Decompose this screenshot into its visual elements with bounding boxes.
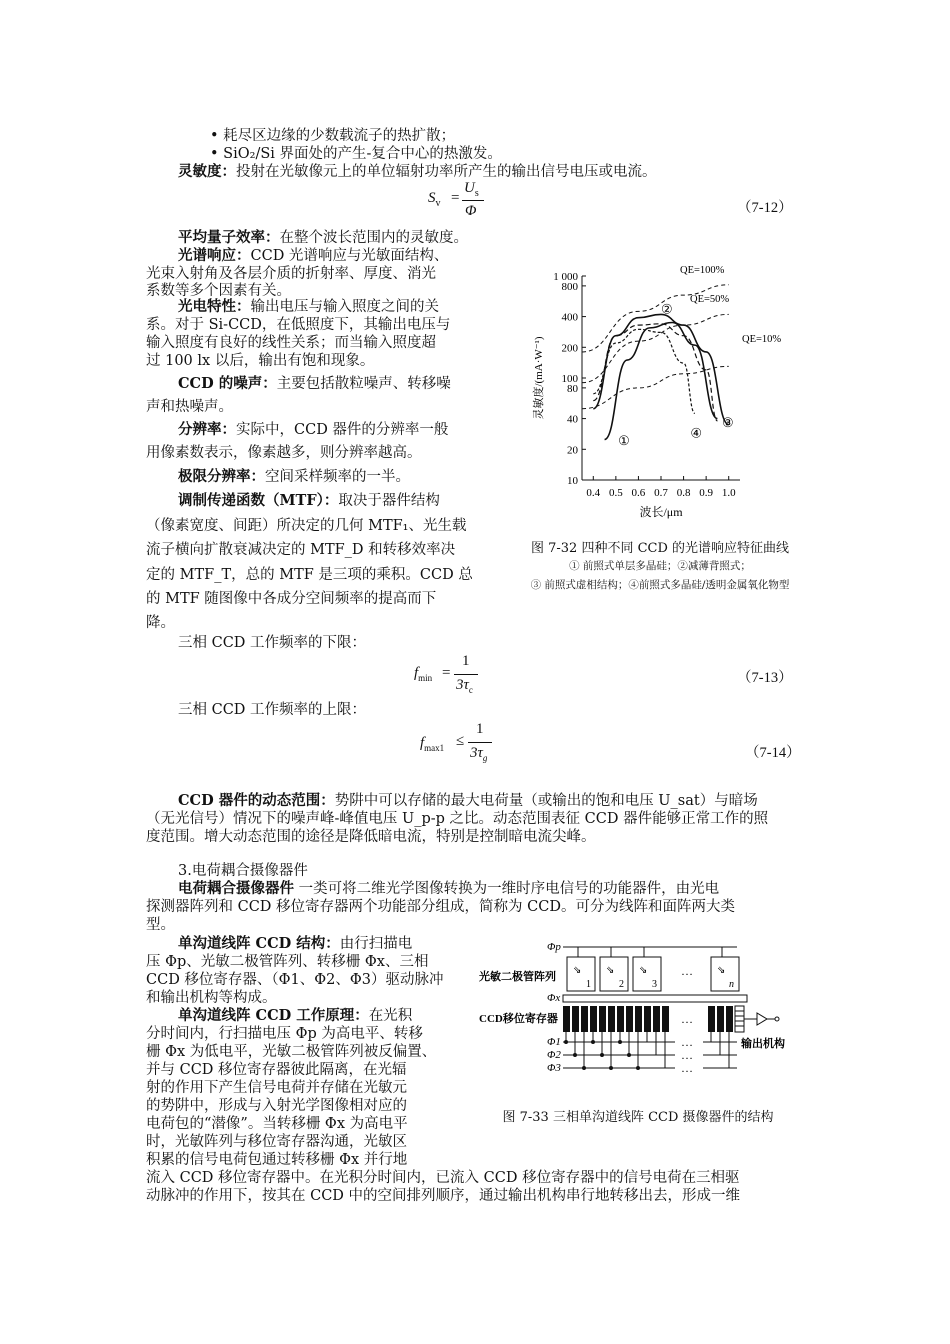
principle-line-11: 动脉冲的作用下，按其在 CCD 中的空间排列顺序，通过输出机构串行地转移出去，形成一维 — [146, 1188, 741, 1204]
bullet-1: • 耗尽区边缘的少数载流子的热扩散； — [210, 128, 456, 144]
eq-7-14-den: $3\tau_g$ — [470, 745, 488, 763]
dynamic-line-1: CCD 器件的动态范围：势阱中可以存储的最大电荷量（或输出的饱和电压 U_sat）与暗场 — [178, 792, 758, 809]
figure-7-33-caption: 图 7-33 三相单沟道线阵 CCD 摄像器件的结构 — [502, 1110, 774, 1125]
principle-line-9: 积累的信号电荷包通过转移栅 Φx 并行地 — [146, 1152, 408, 1168]
svg-text:⇘: ⇘ — [639, 965, 648, 976]
y-tick-label: 200 — [561, 342, 578, 355]
eq-7-12-num: $U_s$ — [464, 180, 479, 199]
principle-line-4: 并与 CCD 移位寄存器彼此隔离，在光辐 — [146, 1062, 407, 1078]
y-tick-label: 800 — [561, 280, 578, 293]
linear-struct-line-1: 单沟道线阵 CCD 结构：由行扫描电 — [178, 935, 413, 952]
series-line-6 — [593, 324, 717, 421]
principle-line-3: 栅 Φx 为低电平，光敏二极管阵列被反偏置、 — [146, 1044, 437, 1060]
section-3-heading: 3.电荷耦合摄像器件 — [178, 863, 308, 879]
x-axis-label: 波长/μm — [639, 505, 683, 519]
curve-label-1: ① — [618, 433, 630, 449]
eq-7-14-num: 1 — [476, 721, 484, 737]
transfer-gate — [563, 995, 747, 1002]
avg-qe-para: 平均量子效率：在整个波长范围内的灵敏度。 — [178, 229, 468, 246]
y-tick-label: 1 000 — [553, 271, 578, 283]
phi-3-label: Φ3 — [547, 1062, 561, 1074]
x-tick-label: 0.6 — [631, 487, 646, 499]
eq-7-12-number: （7-12） — [737, 200, 793, 216]
eq-7-14-bar — [468, 742, 492, 743]
curve-label-2: ② — [661, 301, 673, 317]
output-terminal — [775, 1017, 779, 1021]
svg-text:⇘: ⇘ — [573, 965, 582, 976]
ellipsis-phi1: … — [681, 1035, 693, 1049]
diode-array-label: 光敏二极管阵列 — [479, 971, 556, 983]
figure-7-33-diagram — [475, 935, 805, 1085]
y-tick-label: 400 — [561, 311, 578, 324]
phi-x-label: Φx — [547, 992, 561, 1004]
mtf-line-2: （像素宽度、间距）所决定的几何 MTF₁、光生载 — [146, 518, 467, 534]
eq-7-12-lhs: $S_v$ — [428, 190, 441, 209]
eq-7-12-bar — [462, 200, 484, 201]
ccd-register-label: CCD移位寄存器 — [479, 1013, 558, 1025]
x-tick-label: 0.9 — [699, 487, 714, 499]
principle-line-1: 单沟道线阵 CCD 工作原理：在光积 — [178, 1007, 413, 1024]
mtf-line-5: 的 MTF 随图像中各成分空间频率的提高而下 — [146, 591, 437, 607]
phi-p-label: Φp — [547, 941, 561, 953]
qe-10-label: QE=10% — [742, 334, 782, 345]
principle-line-10: 流入 CCD 移位寄存器中。在光积分时间内，已流入 CCD 移位寄存器中的信号电荷在三相驱 — [146, 1170, 740, 1186]
y-tick-label: 40 — [567, 413, 578, 426]
figure-7-32-sub1: ① 前照式单层多晶硅；②减薄背照式； — [569, 560, 751, 572]
linear-struct-line-4: 和输出机构等构成。 — [146, 990, 277, 1006]
dynamic-line-3: 度范围。增大动态范围的途径是降低暗电流，特别是控制暗电流尖峰。 — [146, 829, 596, 845]
principle-line-5: 射的作用下产生信号电荷并存储在光敏元 — [146, 1080, 407, 1096]
eq-7-13-number: （7-13） — [737, 670, 793, 686]
eq-7-13-num: 1 — [462, 653, 470, 669]
ellipsis-mid: … — [681, 1012, 693, 1026]
svg-text:⇘: ⇘ — [717, 965, 726, 976]
spectral-line-3: 系数等多个因素有关。 — [146, 283, 291, 299]
lower-limit-heading: 三相 CCD 工作频率的下限： — [178, 635, 367, 651]
y-tick-label: 20 — [567, 444, 578, 457]
sensitivity-para: 灵敏度：投射在光敏像元上的单位辐射功率所产生的输出信号电压或电流。 — [178, 163, 657, 180]
resolution-line-1: 分辨率：实际中，CCD 器件的分辨率一般 — [178, 421, 449, 438]
figure-7-32-sub2: ③ 前照式虚相结构；④前照式多晶硅/透明金属氧化物型 — [530, 579, 790, 591]
clock-lines — [563, 1032, 737, 1068]
qe-50-label: QE=50% — [690, 294, 730, 305]
curve-label-3: ③ — [721, 415, 734, 431]
cell-number-2: 2 — [619, 979, 624, 990]
output-label: 输出机构 — [741, 1038, 785, 1050]
ccd-electrodes — [563, 1006, 744, 1032]
eq-7-13-den: $3\tau_c$ — [456, 677, 473, 695]
dynamic-line-2: （无光信号）情况下的噪声峰-峰值电压 U_p-p 之比。动态范围表征 CCD 器件能够正常工作的照 — [146, 811, 769, 827]
bullet-2: • SiO₂/Si 界面处的产生-复合中心的热激发。 — [210, 146, 502, 162]
eq-7-14-lhs: $f_{max1}$ — [420, 735, 445, 753]
noise-line-2: 声和热噪声。 — [146, 399, 233, 415]
photoelectric-line-2: 系。对于 Si-CCD，在低照度下，其输出电压与 — [146, 317, 451, 333]
linear-struct-line-3: CCD 移位寄存器、（Φ1、Φ2、Φ3）驱动脉冲 — [146, 972, 444, 988]
mtf-line-3: 流子横向扩散衰减决定的 MTF_D 和转移效率决 — [146, 542, 456, 558]
y-tick-label: 10 — [567, 475, 578, 487]
limit-res-para: 极限分辨率：空间采样频率的一半。 — [178, 468, 410, 485]
eq-7-13-bar — [454, 674, 478, 675]
eq-7-14-number: （7-14） — [745, 745, 801, 761]
y-tick-label: 80 — [567, 382, 578, 395]
phi-2-label: Φ2 — [547, 1049, 561, 1061]
photoelectric-line-4: 过 100 lx 以后，输出有饱和现象。 — [146, 353, 375, 369]
eq-7-12-op: = — [451, 190, 460, 206]
spectral-line-1: 光谱响应：CCD 光谱响应与光敏面结构、 — [178, 247, 449, 264]
y-tick-label: 100 — [561, 373, 578, 385]
phi-1-label: Φ1 — [547, 1036, 561, 1048]
ellipsis-phi3: … — [681, 1061, 693, 1075]
x-tick-label: 0.4 — [586, 487, 601, 499]
cell-number-n: n — [729, 979, 734, 990]
spectral-line-2: 光束入射角及各层介质的折射率、厚度、消光 — [146, 266, 436, 282]
cell-number-1: 1 — [586, 979, 591, 990]
upper-limit-heading: 三相 CCD 工作频率的上限： — [178, 702, 367, 718]
mtf-line-6: 降。 — [146, 615, 175, 631]
figure-7-32-chart — [520, 258, 800, 526]
y-axis-label: 灵敏度/(mA·W⁻¹) — [533, 336, 545, 420]
x-tick-label: 0.5 — [608, 487, 623, 499]
linear-struct-line-2: 压 Φp、光敏二极管阵列、转移栅 Φx、三相 — [146, 954, 429, 970]
eq-7-13-op: = — [442, 665, 451, 681]
eq-7-14-op: ≤ — [456, 733, 465, 749]
noise-line-1: CCD 的噪声：主要包括散粒噪声、转移噪 — [178, 375, 451, 392]
principle-line-8: 时，光敏阵列与移位寄存器沟通，光敏区 — [146, 1134, 407, 1150]
mtf-line-1: 调制传递函数（MTF）：取决于器件结构 — [178, 492, 440, 509]
qe-100-label: QE=100% — [680, 265, 725, 276]
mtf-line-4: 定的 MTF_T，总的 MTF 是三项的乘积。CCD 总 — [146, 567, 473, 583]
x-tick-label: 1.0 — [721, 487, 736, 499]
output-amp-icon — [757, 1013, 767, 1025]
ellipsis-top: … — [681, 964, 693, 978]
x-tick-label: 0.8 — [676, 487, 691, 499]
ccd-def-line-2: 探测器阵列和 CCD 移位寄存器两个功能部分组成，简称为 CCD。可分为线阵和面阵两大类 — [146, 899, 735, 915]
photoelectric-line-3: 输入照度有良好的线性关系；而当输入照度超 — [146, 335, 436, 351]
principle-line-2: 分时间内，行扫描电压 Φp 为高电平、转移 — [146, 1026, 423, 1042]
photoelectric-line-1: 光电特性：输出电压与输入照度之间的关 — [178, 298, 439, 315]
eq-7-13-lhs: $f_{min}$ — [414, 665, 433, 683]
curve-label-4: ④ — [690, 425, 702, 441]
ellipsis-phi2: … — [681, 1048, 693, 1062]
ccd-def-line-3: 型。 — [146, 917, 175, 933]
principle-line-6: 的势阱中，形成与入射光学图像相对应的 — [146, 1098, 407, 1114]
eq-7-12-den: Φ — [465, 203, 477, 219]
resolution-line-2: 用像素数表示，像素越多，则分辨率越高。 — [146, 445, 422, 461]
svg-text:⇘: ⇘ — [606, 965, 615, 976]
principle-line-7: 电荷包的“潜像”。当转移栅 Φx 为高电平 — [146, 1116, 408, 1132]
ccd-def-line-1: 电荷耦合摄像器件 一类可将二维光学图像转换为一维时序电信号的功能器件，由光电 — [178, 881, 720, 897]
series-line-7 — [593, 329, 695, 413]
figure-7-32-caption: 图 7-32 四种不同 CCD 的光谱响应特征曲线 — [530, 541, 790, 556]
cell-number-3: 3 — [652, 979, 657, 990]
x-tick-label: 0.7 — [654, 487, 668, 499]
